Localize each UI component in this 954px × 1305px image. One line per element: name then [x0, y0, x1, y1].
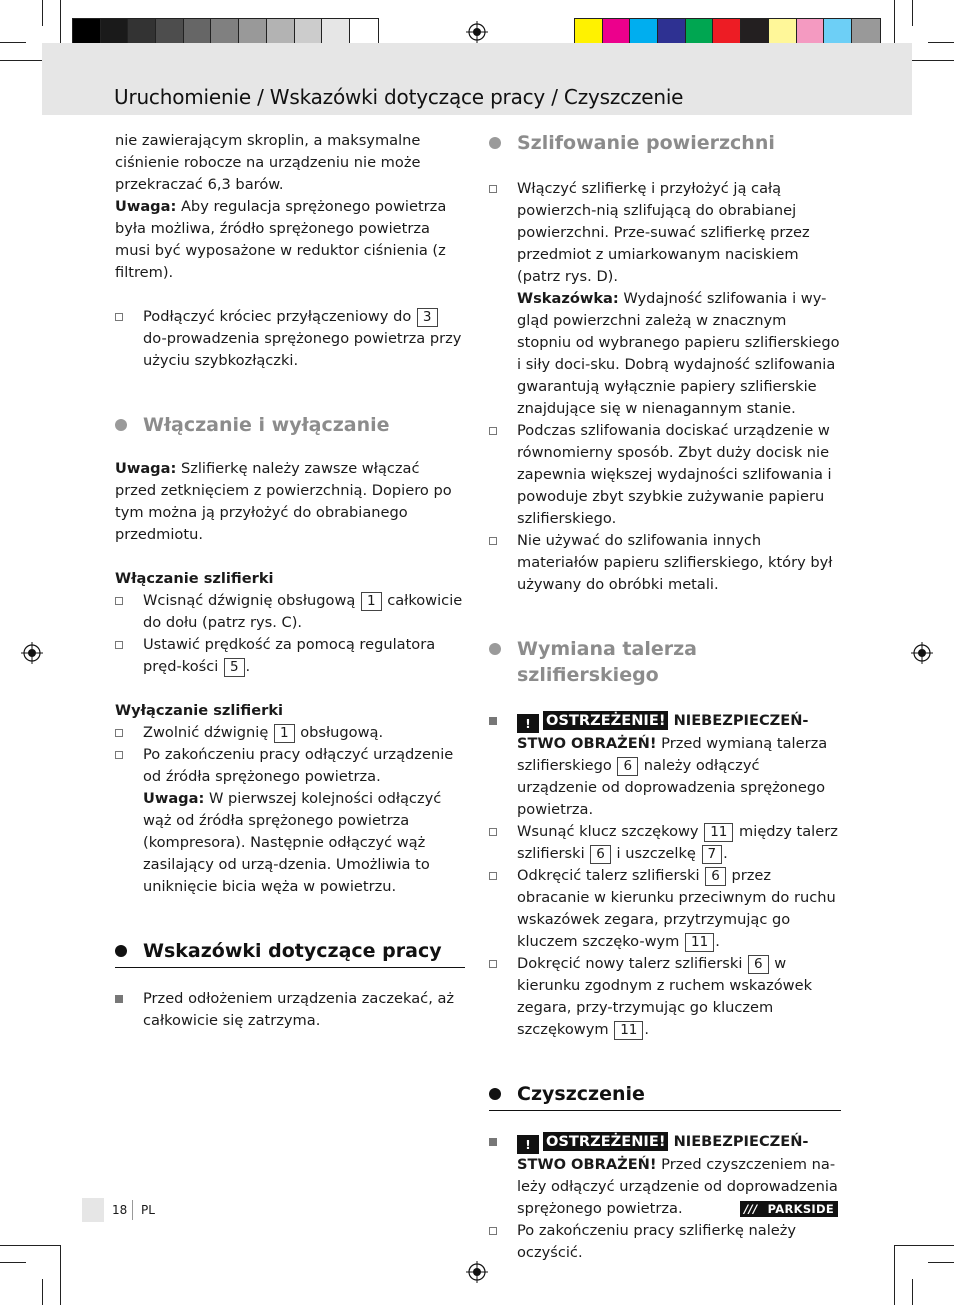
warning-label: OSTRZEŻENIE! — [543, 1132, 668, 1151]
warning-label: OSTRZEŻENIE! — [543, 711, 668, 730]
list-item: Zwolnić dźwignię 1 obsługową. — [115, 722, 465, 744]
page-title: Uruchomienie / Wskazówki dotyczące pracy / Czyszczenie — [114, 85, 684, 109]
checkbox-bullet-icon — [489, 185, 497, 193]
square-bullet-icon — [115, 995, 123, 1003]
checkbox-bullet-icon — [115, 729, 123, 737]
language-code: PL — [141, 1203, 155, 1217]
registration-mark-icon — [911, 642, 933, 664]
crop-mark — [928, 42, 954, 43]
crop-mark — [894, 1245, 895, 1305]
part-number-box: 6 — [617, 757, 638, 776]
note-paragraph: Uwaga: Szlifierkę należy zawsze włączać przed zetknięciem z powierzchnią. Dopiero po tym można ją przyłożyć do obrabianego przedmiotu. — [115, 460, 452, 543]
warning-triangle-icon: ! — [517, 1135, 539, 1154]
checkbox-bullet-icon — [489, 872, 497, 880]
part-number-box: 6 — [748, 955, 769, 974]
right-column — [489, 130, 841, 1264]
crop-mark — [928, 1262, 954, 1263]
list-item: Wsunąć klucz szczękowy 11 między talerz szlifierski 6 i uszczelkę 7 . — [489, 821, 841, 865]
checkbox-bullet-icon — [489, 1227, 497, 1235]
list-item: Nie używać do szlifowania innych materiałów papieru szlifierskiego, który był używany do obróbki metali. — [489, 530, 841, 596]
section-heading-pad-replacement: Wymiana talerza szlifierskiego — [489, 636, 841, 688]
list-item: Dokręcić nowy talerz szlifierski 6 w kierunku zgodnym z ruchem wskazówek zegara, przy-trzymując go kluczem szczękowym 11 . — [489, 953, 841, 1041]
crop-mark — [42, 1279, 43, 1305]
part-number-box: 7 — [702, 845, 723, 864]
warning-triangle-icon: ! — [517, 714, 539, 733]
square-bullet-icon — [489, 1138, 497, 1146]
section-heading-cleaning: Czyszczenie — [489, 1081, 841, 1107]
list-item: Podłączyć króciec przyłączeniowy do 3 do-prowadzenia sprężonego powietrza przy użyciu szybkozłączki. — [115, 306, 465, 372]
list-item: Ustawić prędkość za pomocą regulatora pręd-kości 5 . — [115, 634, 465, 678]
warning-item: ! OSTRZEŻENIE! NIEBEZPIECZEŃ-STWO OBRAŻEŃ! Przed czyszczeniem na-leży odłączyć urządzenie od doprowadzenia sprężonego powietrza. — [489, 1131, 841, 1220]
crop-mark — [894, 1245, 954, 1246]
subheading-switch-on: Włączanie szlifierki — [115, 570, 274, 587]
part-number-box: 11 — [704, 823, 733, 842]
section-heading-sanding: Szlifowanie powierzchni — [489, 130, 841, 156]
left-column — [115, 130, 465, 1032]
footer-tab — [82, 1198, 104, 1222]
crop-mark — [912, 0, 913, 26]
crop-mark — [0, 1262, 26, 1263]
part-number-box: 5 — [224, 658, 245, 677]
list-item: Podczas szlifowania dociskać urządzenie w równomierny sposób. Zbyt duży docisk nie zapewnia większej wydajności szlifowania i powoduje zbyt szybkie zużywanie papieru szlifierskiego. — [489, 420, 841, 530]
checkbox-bullet-icon — [489, 828, 497, 836]
note-text: Aby regulacja sprężonego powietrza była możliwa, źródło sprężonego powietrza musi być wyposażone w reduktor ciśnienia (z filtrem). — [115, 198, 447, 281]
part-number-box: 1 — [274, 724, 295, 743]
checkbox-bullet-icon — [115, 313, 123, 321]
list-item: Przed odłożeniem urządzenia zaczekać, aż całkowicie się zatrzyma. — [115, 988, 465, 1032]
crop-mark — [912, 1279, 913, 1305]
list-item: Wcisnąć dźwignię obsługową 1 całkowicie do dołu (patrz rys. C). — [115, 590, 465, 634]
section-dot-icon — [489, 137, 501, 149]
crop-mark — [60, 1245, 61, 1305]
checkbox-bullet-icon — [115, 751, 123, 759]
parkside-logo: /// PARKSIDE — [740, 1201, 838, 1217]
subheading-switch-off: Wyłączanie szlifierki — [115, 702, 284, 719]
part-number-box: 11 — [614, 1021, 643, 1040]
registration-mark-icon — [466, 21, 488, 43]
checkbox-bullet-icon — [115, 641, 123, 649]
checkbox-bullet-icon — [489, 960, 497, 968]
section-dot-icon — [115, 945, 127, 957]
note-label: Uwaga: — [115, 198, 177, 215]
page-header — [42, 43, 912, 115]
crop-mark — [42, 0, 43, 26]
section-dot-icon — [489, 643, 501, 655]
section-heading-onoff: Włączanie i wyłączanie — [115, 412, 465, 438]
list-item: Włączyć szlifierkę i przyłożyć ją całą powierzch-nią szlifującą do obrabianej powierzchni. Prze-suwać szlifierkę przez przedmiot z umiarkowanym naciskiem (patrz rys. D). Wskazówka: Wydajność szlifowania i wy-gląd powierzchni zależą w znacznym stopniu od wybranego papieru szlifierskiego i siły doci-sku. Dobrą wydajność szlifowania gwarantują wyłącznie papiery szlifierskie znajdujące się w nienagannym stanie. — [489, 178, 841, 420]
list-item: Po zakończeniu pracy szlifierkę należy oczyścić. — [489, 1220, 841, 1264]
crop-mark — [0, 42, 26, 43]
warning-item: ! OSTRZEŻENIE! NIEBEZPIECZEŃ-STWO OBRAŻEŃ! Przed wymianą talerza szlifierskiego 6 należy odłączyć urządzenie od doprowadzenia sprężonego powietrza. — [489, 710, 841, 821]
list-item: Odkręcić talerz szlifierski 6 przez obracanie w kierunku przeciwnym do ruchu wskazówek zegara, przytrzymując go kluczem szczęko-wym 11 . — [489, 865, 841, 953]
list-item: Po zakończeniu pracy odłączyć urządzenie od źródła sprężonego powietrza. Uwaga: W pierwszej kolejności odłączyć wąż od źródła sprężonego powietrza (kompresora). Następnie odłączyć wąż zasilający od urzą-dzenia. Umożliwia to uniknięcie bicia węża w powietrzu. — [115, 744, 465, 898]
part-number-box: 11 — [685, 933, 714, 952]
part-number-box: 6 — [705, 867, 726, 886]
section-dot-icon — [115, 419, 127, 431]
part-number-box: 6 — [590, 845, 611, 864]
square-bullet-icon — [489, 717, 497, 725]
part-number-box: 3 — [417, 308, 438, 327]
note-paragraph — [115, 196, 465, 284]
registration-mark-icon — [466, 1261, 488, 1283]
checkbox-bullet-icon — [489, 537, 497, 545]
part-number-box: 1 — [361, 592, 382, 611]
checkbox-bullet-icon — [115, 597, 123, 605]
crop-mark — [0, 1245, 60, 1246]
footer-divider — [132, 1200, 133, 1220]
intro-text: nie zawierającym skroplin, a maksymalne ciśnienie robocze na urządzeniu nie może przekraczać 6,3 barów. — [115, 132, 421, 193]
registration-mark-icon — [21, 642, 43, 664]
section-heading-tips: Wskazówki dotyczące pracy — [115, 938, 465, 964]
page-number: 18 — [112, 1203, 128, 1217]
section-dot-icon — [489, 1088, 501, 1100]
checkbox-bullet-icon — [489, 427, 497, 435]
